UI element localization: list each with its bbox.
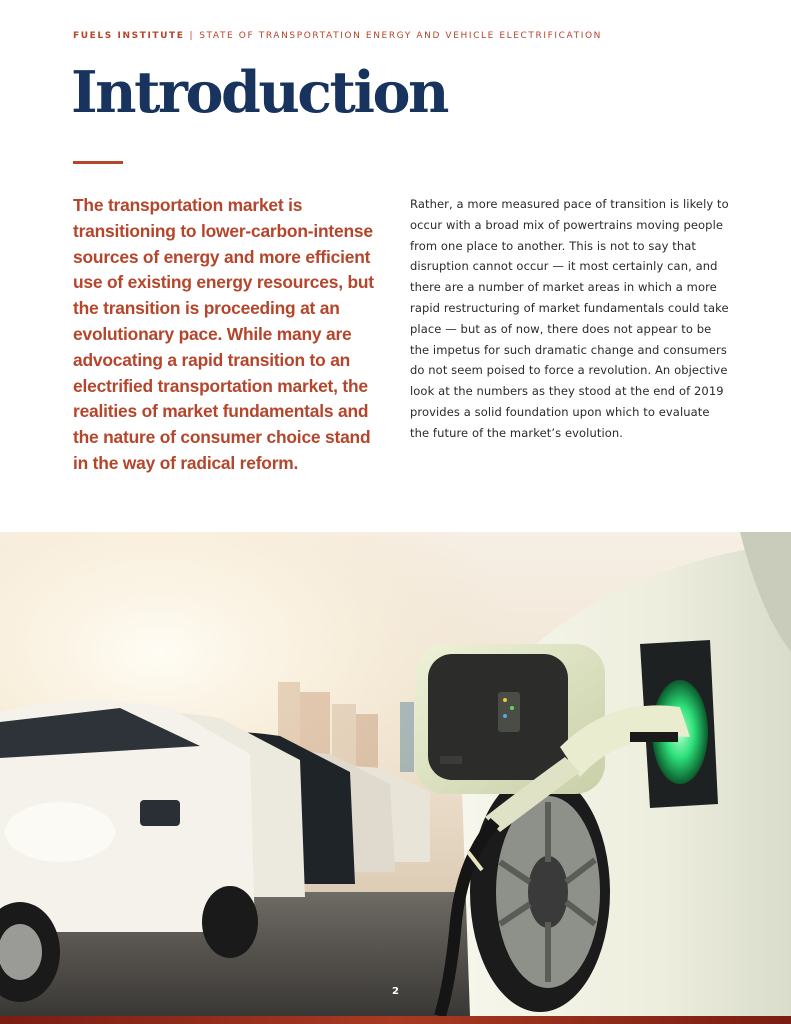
- header-org: FUELS INSTITUTE: [73, 31, 185, 41]
- header-separator: |: [189, 31, 195, 41]
- page-number: 2: [392, 986, 399, 997]
- electric-car-charging-photo: [0, 532, 791, 1016]
- body-paragraph: Rather, a more measured pace of transition is likely to occur with a broad mix of powertrains moving people from one place to another. This is not to say that disruption cannot occur — it most certainly can, and there are a number of market areas in which a more rapid restructuring of market fundamentals could take place — but as of now, there does not appear to be the impetus for such dramatic change and consumers do not seem poised to force a revolution. An objective look at the numbers as they stood at the end of 2019 provides a solid foundation upon which to evaluate the future of the market’s evolution.: [410, 197, 729, 440]
- footer-bar: [0, 1016, 791, 1024]
- running-header: [73, 31, 602, 41]
- lead-paragraph: The transportation market is transitioning to lower-carbon-intense sources of energy and more efficient use of existing energy resources, but the transition is proceeding at an evolutionary pace. While many are advocating a rapid transition to an electrified transportation market, the realities of market fundamentals and the nature of consumer choice stand in the way of radical reform.: [73, 195, 374, 473]
- header-report-title: STATE OF TRANSPORTATION ENERGY AND VEHICLE ELECTRIFICATION: [199, 31, 602, 41]
- title-underline: [73, 161, 123, 164]
- page-title: Introduction: [71, 59, 447, 126]
